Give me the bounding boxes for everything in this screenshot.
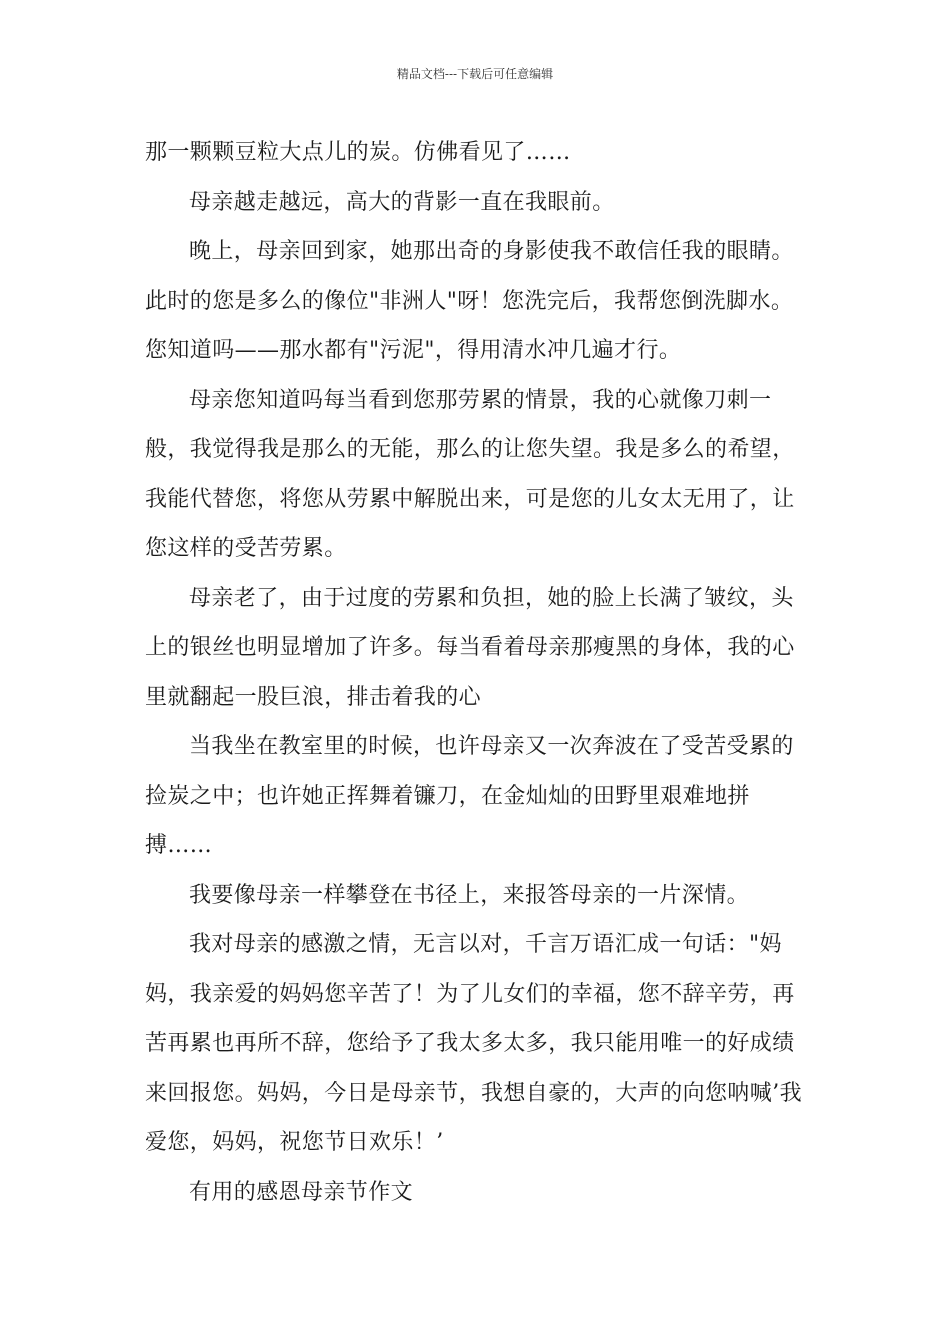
paragraph-8: 我对母亲的感激之情，无言以对，千言万语汇成一句话："妈妈，我亲爱的妈妈您辛苦了！为了儿女们的幸福，您不辞辛劳，再苦再累也再所不辞，您给予了我太多太多，我只能用唯一的好成绩来回报您。妈妈，今日是母亲节，我想自豪的，大声的向您呐喊’我爱您，妈妈，祝您节日欢乐！’	[145, 932, 802, 1155]
paragraph-1: 那一颗颗豆粒大点儿的炭。仿佛看见了……	[145, 140, 571, 165]
page-header: 精品文档---下载后可任意编辑	[396, 67, 554, 81]
paragraph-2: 母亲越走越远，高大的背影一直在我眼前。	[189, 189, 615, 215]
paragraph-5: 母亲老了，由于过度的劳累和负担，她的脸上长满了皱纹，头上的银丝也明显增加了许多。每当看着母亲那瘦黑的身体，我的心里就翻起一股巨浪，排击着我的心	[145, 585, 795, 710]
paragraph-3: 晚上，母亲回到家，她那出奇的身影使我不敢信任我的眼睛。此时的您是多么的像位"非洲人"呀！您洗完后，我帮您倒洗脚水。您知道吗——那水都有"污泥"，得用清水冲几遍才行。	[145, 239, 794, 363]
paragraph-4: 母亲您知道吗每当看到您那劳累的情景，我的心就像刀刺一般，我觉得我是那么的无能，那么的让您失望。我是多么的希望，我能代替您，将您从劳累中解脱出来，可是您的儿女太无用了，让您这样的受苦劳累。	[145, 387, 795, 561]
paragraph-9: 有用的感恩母亲节作文	[189, 1179, 414, 1205]
paragraph-7: 我要像母亲一样攀登在书径上，来报答母亲的一片深情。	[189, 882, 750, 908]
document-body	[145, 128, 810, 1217]
paragraph-6: 当我坐在教室里的时候，也许母亲又一次奔波在了受苦受累的捡炭之中；也许她正挥舞着镰刀，在金灿灿的田野里艰难地拼搏……	[145, 734, 794, 858]
